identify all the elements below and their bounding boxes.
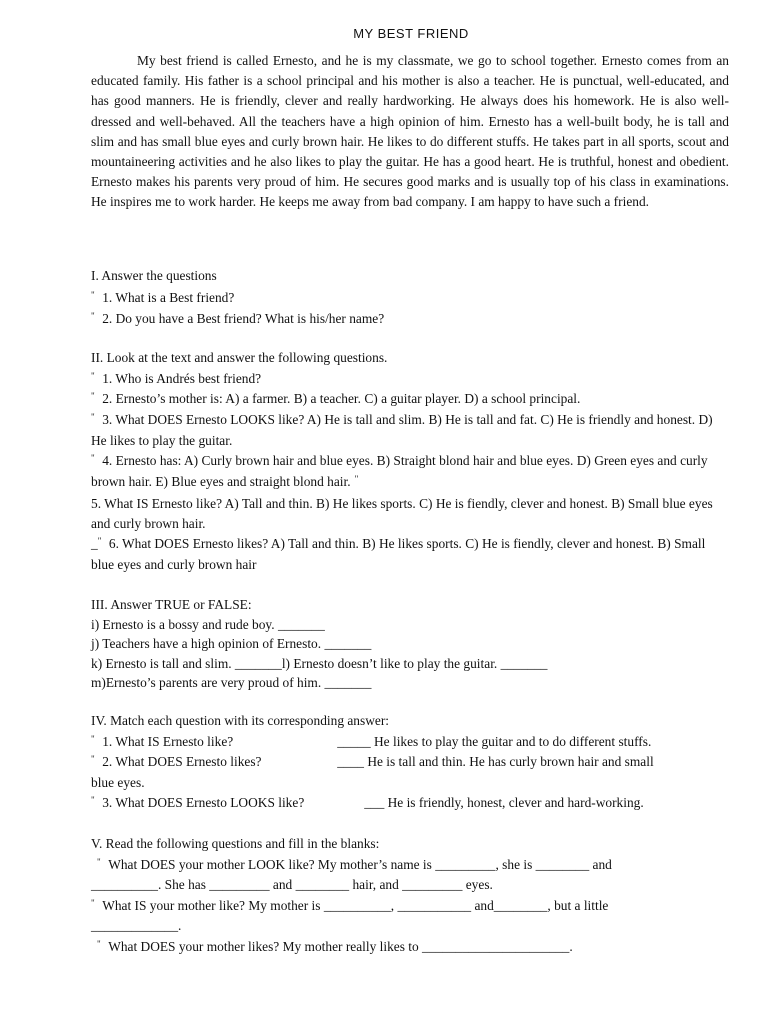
paragraph-text: My best friend is called Ernesto, and he is my classmate, we go to school together. Ernesto comes from an educated family. His father is a school principal and his mother is also a teacher. He is punctual, well-educated, and has good manners. He is friendly, clever and really hardworking. He always does his homework. He is also well-dressed and well-behaved. All the teachers have a high opinion of him. Ernesto has a well-built body, he is tall and slim and has small blue eyes and curly brown hair. He likes to do different stuffs. He takes part in all sports, scout and mountaineering activities and he also likes to play the guitar. He has a good heart. He is truthful, honest and obedient. Ernesto makes his parents very proud of him. He secures good marks and is usually top of his class in examinations. He inspires me to work harder. He keeps me away from bad company. I am happy to have such a friend. <box>91 53 729 210</box>
match-answer: ___ He is friendly, honest, clever and hard-working. <box>364 795 644 811</box>
true-false-item: j) Teachers have a high opinion of Ernesto. _______ <box>91 636 372 652</box>
question-item: 5. What IS Ernesto like? A) Tall and thin. B) He likes sports. C) He is fiendly, clever and honest. B) Small blue eyes and curly brown hair. <box>91 495 713 531</box>
true-false-item: k) Ernesto is tall and slim. _______ <box>91 655 282 671</box>
section-5-heading: V. Read the following questions and fill in the blanks: <box>91 836 380 851</box>
fill-blank-item: " What DOES your mother LOOK like? My mother’s name is _________, she is ________ and <box>97 856 612 872</box>
true-false-item: m)Ernesto’s parents are very proud of him. _______ <box>91 675 372 691</box>
section-3 <box>91 595 731 693</box>
question-item: " 2. Do you have a Best friend? What is his/her name? <box>91 311 385 327</box>
bullet-mark-icon: " <box>91 795 95 806</box>
question-item: " 3. What DOES Ernesto LOOKS like? A) He is tall and slim. B) He is tall and fat. C) He is friendly and honest. D) He likes to play the guitar. <box>91 411 713 448</box>
section-1 <box>91 266 731 330</box>
section-5 <box>91 834 731 958</box>
page-title: MY BEST FRIEND <box>353 26 469 41</box>
match-answer-continued: blue eyes. <box>91 774 145 790</box>
question-item: " 1. Who is Andrés best friend? <box>91 370 262 386</box>
bullet-mark-icon: " <box>91 754 95 765</box>
true-false-row <box>91 654 731 674</box>
match-answer: ____ He is tall and thin. He has curly brown hair and small <box>337 754 654 770</box>
reading-paragraph <box>91 51 729 213</box>
match-item <box>91 793 731 814</box>
question-item: _" 6. What DOES Ernesto likes? A) Tall and thin. B) He likes sports. C) He is fiendly, clever and honest. B) Small blue eyes and curly brown hair <box>91 536 706 573</box>
match-item <box>91 732 731 753</box>
bullet-mark-icon: " <box>91 370 95 381</box>
true-false-item: i) Ernesto is a bossy and rude boy. _______ <box>91 616 325 632</box>
bullet-mark-icon: " <box>91 311 95 322</box>
bullet-mark-icon: " <box>91 289 95 300</box>
question-item: " 2. Ernesto’s mother is: A) a farmer. B) a teacher. C) a guitar player. D) a school principal. <box>91 391 581 407</box>
bullet-mark-icon: " <box>91 733 95 744</box>
bullet-mark-icon: " <box>91 897 95 908</box>
section-2-heading: II. Look at the text and answer the following questions. <box>91 350 388 365</box>
section-1-heading: I. Answer the questions <box>91 268 217 283</box>
bullet-mark-icon: " <box>91 411 95 422</box>
match-question: 1. What IS Ernesto like? <box>102 733 234 749</box>
bullet-mark-icon: " <box>91 391 95 402</box>
question-item: " 1. What is a Best friend? <box>91 289 235 305</box>
question-item: " 4. Ernesto has: A) Curly brown hair and blue eyes. B) Straight blond hair and blue eyes. D) Green eyes and curly brown hair. E) Blue eyes and straight blond hair. " <box>91 453 708 490</box>
true-false-item: l) Ernesto doesn’t like to play the guitar. _______ <box>281 655 548 671</box>
bullet-mark-icon: " <box>91 453 95 464</box>
bullet-mark-icon: " <box>97 536 101 546</box>
match-question: 2. What DOES Ernesto likes? <box>102 754 262 770</box>
bullet-mark-icon: " <box>97 938 101 949</box>
bullet-mark-icon: " <box>97 856 101 867</box>
section-2 <box>91 348 731 575</box>
fill-blank-continued: _____________. <box>91 918 182 934</box>
match-answer: _____ He likes to play the guitar and to do different stuffs. <box>337 733 652 749</box>
fill-blank-continued: __________. She has _________ and ________ hair, and _________ eyes. <box>91 877 493 893</box>
section-3-heading: III. Answer TRUE or FALSE: <box>91 597 252 612</box>
fill-blank-item: " What IS your mother like? My mother is __________, ___________ and________, but a little <box>91 897 609 913</box>
section-4 <box>91 711 731 814</box>
match-question: 3. What DOES Ernesto LOOKS like? <box>102 795 305 811</box>
match-item <box>91 752 731 773</box>
bullet-mark-icon: " <box>354 474 358 485</box>
section-4-heading: IV. Match each question with its corresponding answer: <box>91 713 389 728</box>
fill-blank-item: " What DOES your mother likes? My mother really likes to ______________________. <box>97 938 573 954</box>
